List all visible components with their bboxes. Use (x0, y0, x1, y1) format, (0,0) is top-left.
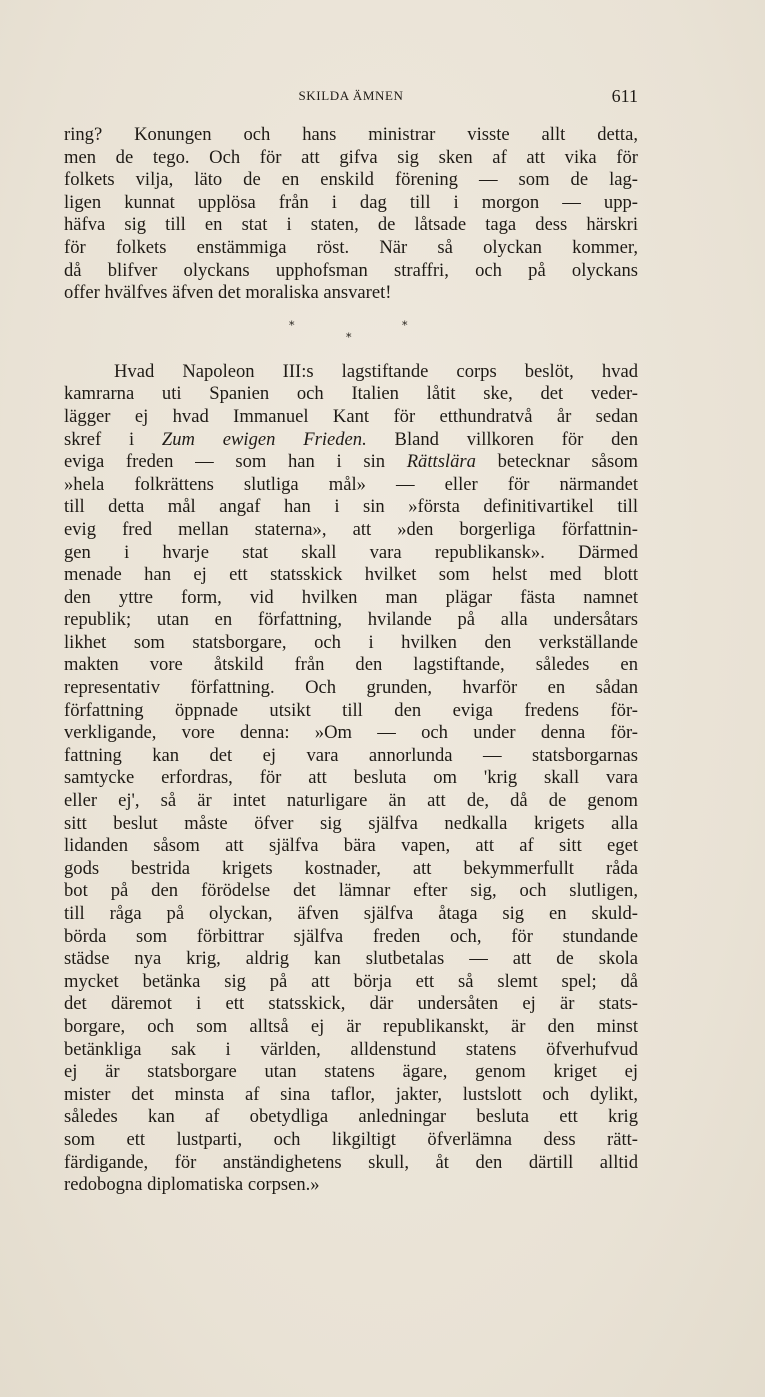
text-line: evig fred mellan staterna», att »den borgerliga författnin- (64, 518, 638, 540)
text-line: som ett lustparti, och likgiltigt öfverlämna dess rätt- (64, 1128, 638, 1150)
text-line: menade han ej ett statsskick hvilket som helst med blott (64, 564, 638, 586)
paragraph-2 (64, 361, 638, 1197)
text-line: till råga på olyckan, äfven själfva åtaga sig en skuld- (64, 903, 638, 924)
text-line: då blifver olyckans upphofsman straffri, och på olyckans (64, 259, 638, 281)
text-fragment: Bland villkoren för den (366, 428, 638, 450)
text-line: häfva sig till en stat i staten, de låtsade taga dess härskri (64, 214, 638, 236)
text-line: färdigande, för anständighetens skull, åt den därtill alltid (64, 1151, 638, 1173)
text-line: offer hvälfves äfven det moraliska ansvaret! (64, 282, 392, 304)
text-fragment: eviga freden — som han i sin (64, 451, 407, 473)
text-line: »hela folkrättens slutliga mål» — eller för närmandet (64, 473, 638, 495)
text-line: eller ej', så är intet naturligare än att de, då de genom (64, 790, 638, 812)
text-line: det däremot i ett statsskick, där undersåten ej är stats- (64, 993, 638, 1015)
text-line: redobogna diplomatiska corpsen.» (64, 1174, 320, 1196)
text-line-with-title (64, 429, 638, 452)
text-line: mister det minsta af sina taflor, jakter, lustslott och dylikt, (64, 1083, 638, 1105)
text-fragment: skref i (64, 428, 162, 450)
asterisk-glyph: * (402, 318, 408, 332)
text-line: lägger ej hvad Immanuel Kant för etthundratvå år sedan (64, 405, 638, 427)
body-text (64, 124, 638, 1197)
text-line: bot på den förödelse det lämnar efter sig, och slutligen, (64, 880, 638, 902)
paragraph-1 (64, 124, 638, 305)
text-line: börda som förbittrar själfva freden och, för stundande (64, 925, 638, 947)
text-line: lidanden såsom att själfva bära vapen, att af sitt eget (64, 835, 638, 857)
text-line: makten vore åtskild från den lagstiftande, således en (64, 654, 638, 676)
running-head (64, 86, 638, 110)
text-line-with-title (64, 451, 638, 474)
book-title-rattslara: Rättslära (406, 451, 476, 473)
text-line: ligen kunnat upplösa från i dag till i morgon — upp- (64, 191, 638, 213)
asterism-divider (64, 305, 638, 361)
text-line: men de tego. Och för att gifva sig sken af att vika för (64, 146, 638, 168)
text-line: städse nya krig, aldrig kan slutbetalas — att de skola (64, 948, 638, 970)
text-line: mycket betänka sig på att börja ett så slemt spel; då (64, 970, 638, 992)
text-line: verkligande, vore denna: »Om — och under denna för- (64, 722, 638, 744)
text-line: gen i hvarje stat skall vara republikansk». Därmed (64, 541, 638, 563)
text-line: betänkliga sak i världen, alldenstund statens öfverhufvud (64, 1038, 638, 1060)
text-fragment: betecknar såsom (475, 451, 638, 473)
text-line: gods bestrida krigets kostnader, att bekymmerfullt råda (64, 857, 638, 879)
text-line: representativ författning. Och grunden, hvarför en sådan (64, 677, 638, 699)
text-line: republik; utan en författning, hvilande på alla undersåtars (64, 609, 638, 631)
text-line: för folkets enstämmiga röst. När så olyckan kommer, (64, 236, 638, 258)
text-line: Hvad Napoleon III:s lagstiftande corps beslöt, hvad (114, 360, 638, 382)
book-title-zum-ewigen-frieden: Zum ewigen Frieden. (161, 428, 367, 450)
text-line: samtycke erfordras, för att besluta om 'krig skall vara (64, 767, 638, 789)
text-line: ej är statsborgare utan statens ägare, genom kriget ej (64, 1061, 638, 1083)
text-line: ring? Konungen och hans ministrar visste allt detta, (64, 124, 638, 145)
text-line: likhet som statsborgare, och i hvilken den verkställande (64, 631, 638, 653)
text-line: sitt beslut måste öfver sig själfva nedkalla krigets alla (64, 812, 638, 834)
text-line: folkets vilja, läto de en enskild förening — som de lag- (64, 169, 638, 191)
text-line: kamrarna uti Spanien och Italien låtit ske, det veder- (64, 383, 638, 405)
text-line: borgare, och som alltså ej är republikanskt, är den minst (64, 1015, 638, 1037)
asterisk-glyph: * (289, 318, 295, 332)
text-line: till detta mål angaf han i sin »första definitivartikel till (64, 496, 638, 518)
running-title: SKILDA ÄMNEN (298, 88, 404, 103)
asterisk-glyph: * (346, 330, 352, 344)
text-line: således kan af obetydliga anledningar besluta ett krig (64, 1106, 638, 1128)
text-line: den yttre form, vid hvilken man plägar fästa namnet (64, 586, 638, 608)
text-line: författning öppnade utsikt till den eviga fredens för- (64, 699, 638, 721)
page-number: 611 (611, 86, 638, 106)
text-line: fattning kan det ej vara annorlunda — statsborgarnas (64, 744, 638, 766)
